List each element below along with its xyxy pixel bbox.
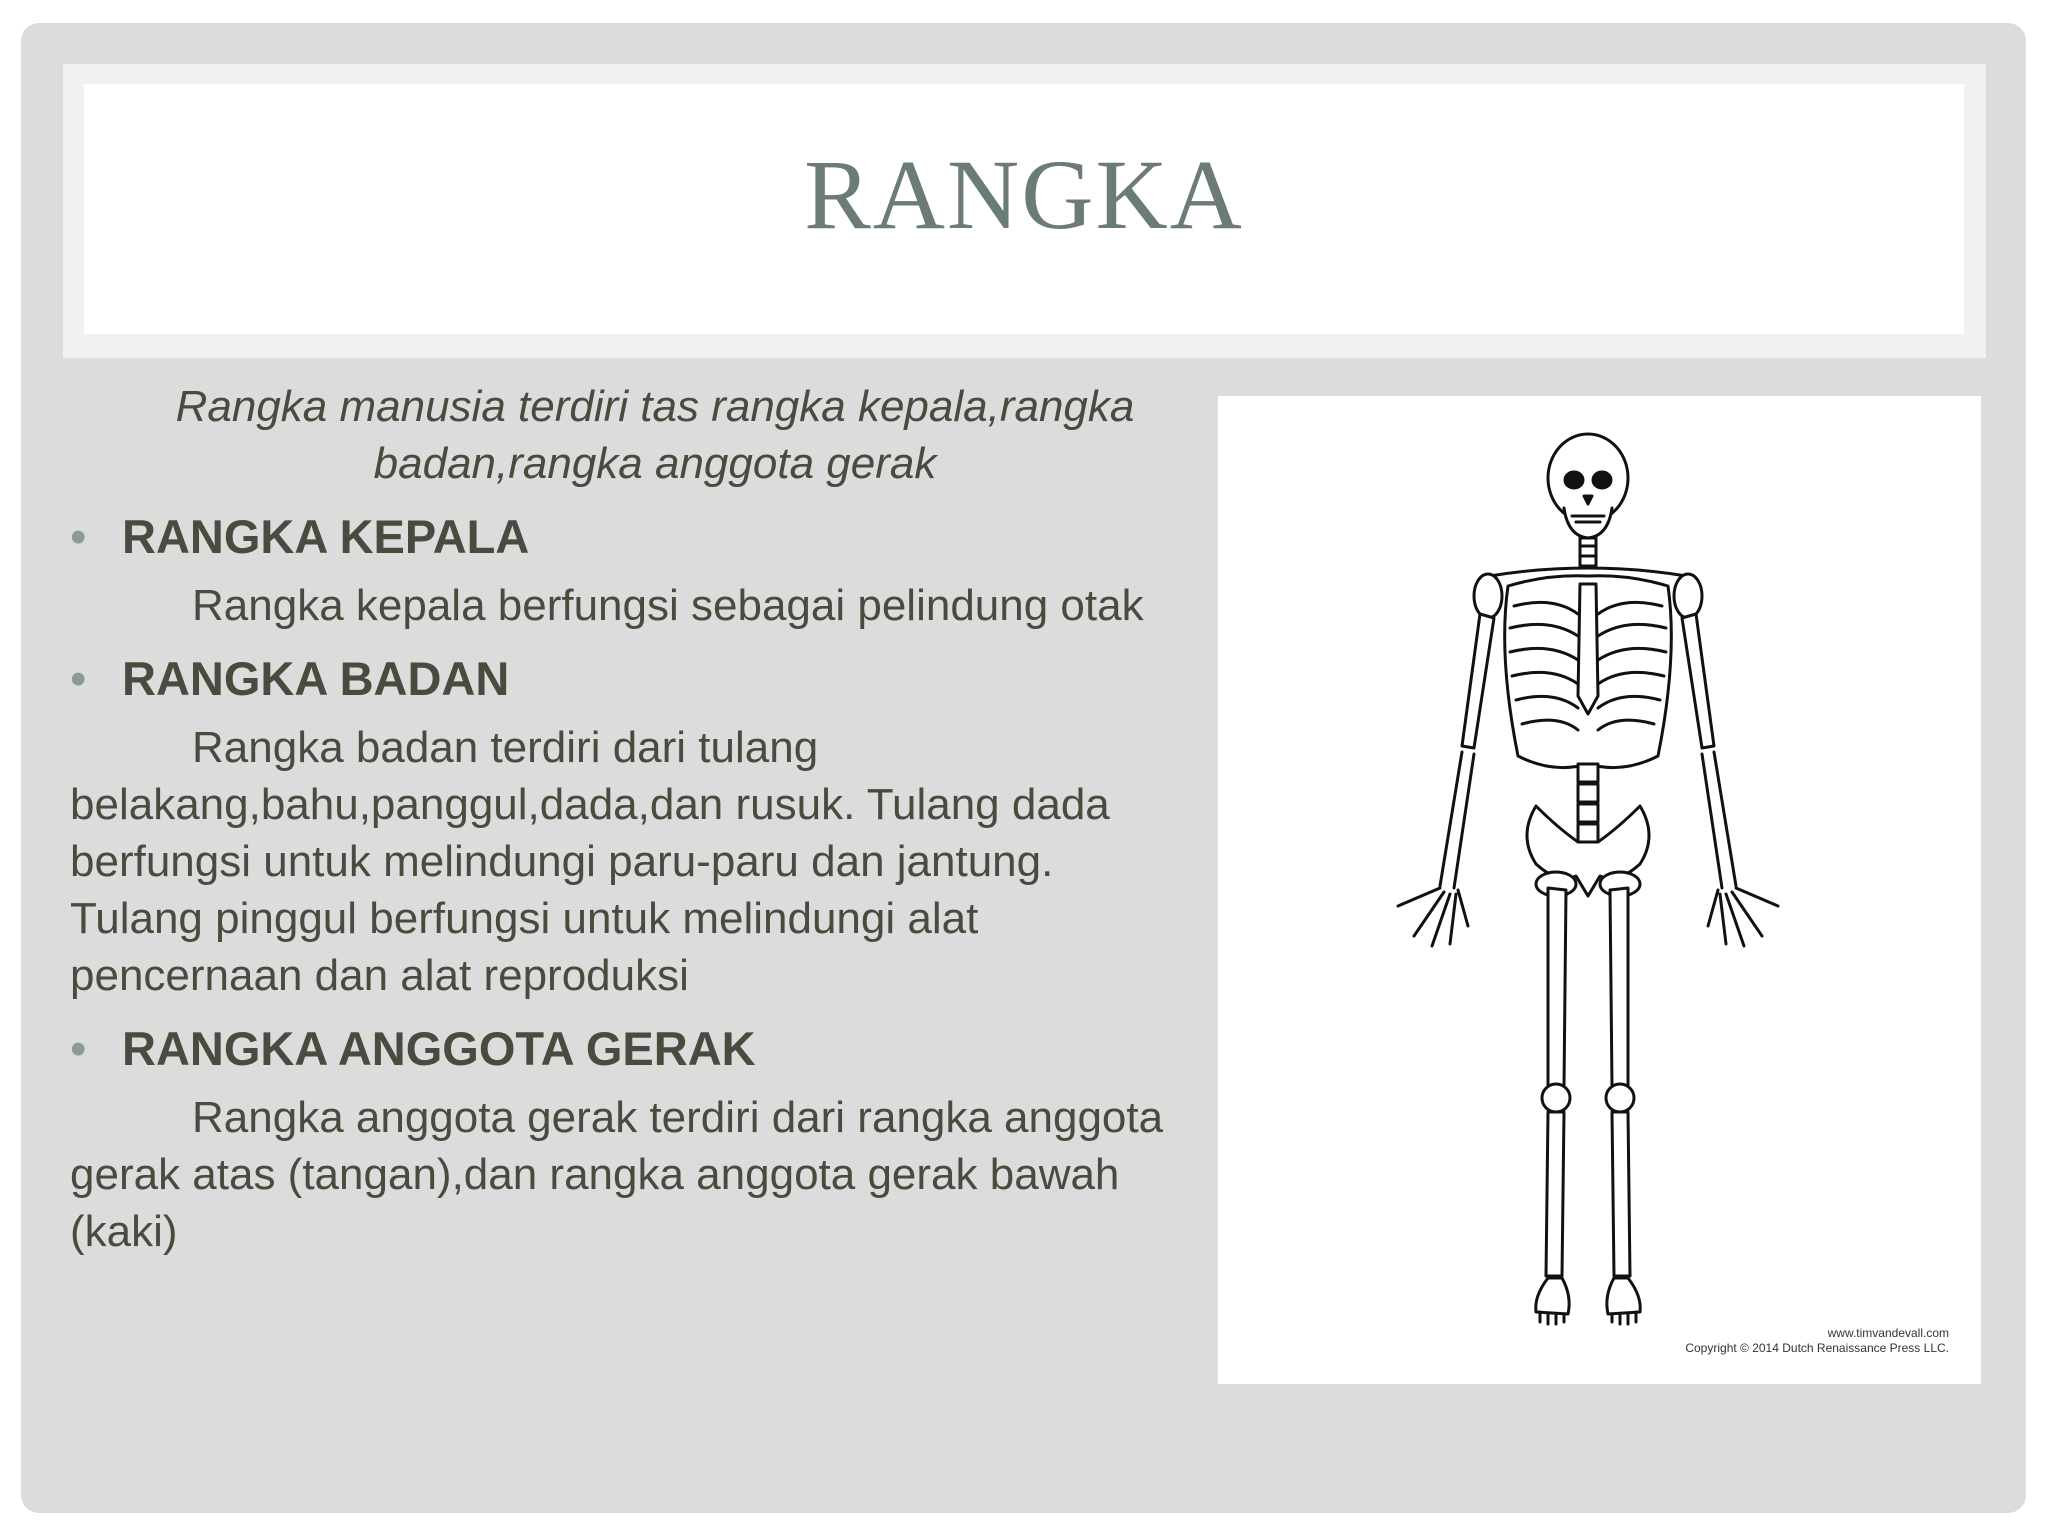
bullet-heading-kepala — [70, 508, 1190, 565]
credit-copyright: Copyright © 2014 Dutch Renaissance Press LLC. — [1685, 1341, 1949, 1355]
slide-title: RANGKA — [804, 139, 1244, 250]
bullet-heading-text: RANGKA KEPALA — [122, 510, 530, 563]
bullet-icon: • — [70, 1022, 87, 1075]
intro-text: Rangka manusia terdiri tas rangka kepala,rangka badan,rangka anggota gerak — [175, 382, 1135, 488]
skeleton-picture — [1218, 396, 1981, 1384]
content-text — [70, 378, 1190, 1260]
skeleton-icon — [1218, 396, 1981, 1384]
paragraph-badan: Rangka badan terdiri dari tulang belakang,bahu,panggul,dada,dan rusuk. Tulang dada berfungsi untuk melindungi paru-paru dan jantung. Tulang pinggul berfungsi untuk melindungi alat pencernaan dan alat reproduksi — [70, 723, 1110, 1000]
image-credit — [1685, 1326, 1949, 1356]
bullet-icon: • — [70, 652, 87, 705]
bullet-icon: • — [70, 510, 87, 563]
paragraph-anggota-gerak: Rangka anggota gerak terdiri dari rangka anggota gerak atas (tangan),dan rangka anggota gerak bawah (kaki) — [70, 1093, 1164, 1256]
bullet-heading-text: RANGKA ANGGOTA GERAK — [122, 1022, 756, 1075]
bullet-heading-anggota-gerak — [70, 1020, 1190, 1077]
paragraph-kepala: Rangka kepala berfungsi sebagai pelindung otak — [192, 581, 1144, 630]
credit-url: www.timvandevall.com — [1827, 1326, 1949, 1340]
bullet-heading-badan — [70, 650, 1190, 707]
bullet-heading-text: RANGKA BADAN — [122, 652, 510, 705]
